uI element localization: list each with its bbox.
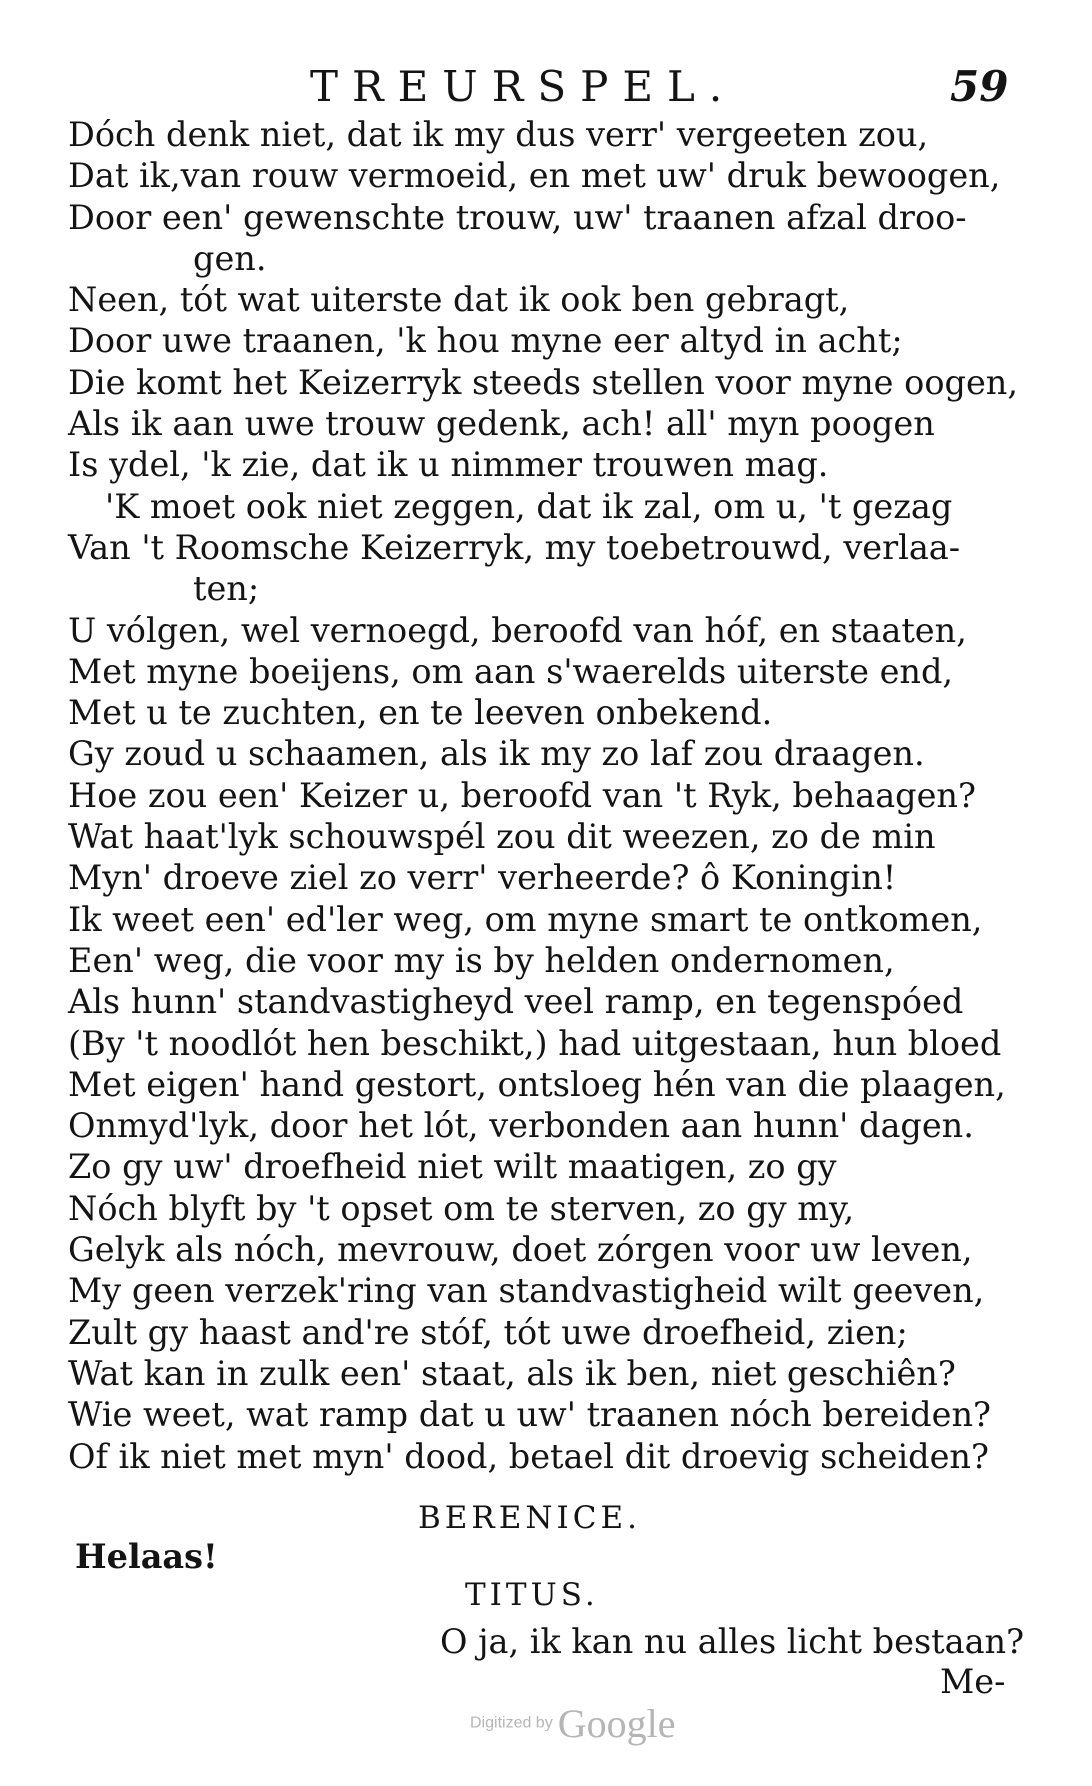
verse-line: Gelyk als nóch, mevrouw, doet zórgen voor uw leven, [68, 1230, 973, 1270]
verse-line: Gy zoud u schaamen, als ik my zo laf zou draagen. [68, 734, 925, 774]
verse-line: Hoe zou een' Keizer u, beroofd van 't Ryk, behaagen? [68, 775, 976, 815]
verse-line: Dóch denk niet, dat ik my dus verr' vergeeten zou, [68, 115, 929, 154]
verse-line: Als ik aan uwe trouw gedenk, ach! all' myn poogen [68, 404, 935, 444]
verse-line: Nóch blyft by 't opset om te sterven, zo gy my, [68, 1188, 855, 1228]
running-title: TREURSPEL. [310, 62, 737, 111]
verse-line: Die komt het Keizerryk steeds stellen voor myne oogen, [68, 362, 1018, 402]
verse-line: My geen verzek'ring van standvastigheid wilt geeven, [68, 1271, 985, 1311]
verse-line: Een' weg, die voor my is by helden ondernomen, [68, 940, 895, 980]
page-header [310, 62, 1010, 112]
verse-line: Zult gy haast and're stóf, tót uwe droefheid, zien; [68, 1312, 908, 1352]
verse-line: Myn' droeve ziel zo verr' verheerde? ô Koningin! [68, 858, 897, 898]
verse-line: Neen, tót wat uiterste dat ik ook ben gebragt, [68, 280, 850, 320]
verse-line: Met u te zuchten, en te leeven onbekend. [68, 693, 773, 733]
verse-line: Door een' gewenschte trouw, uw' traanen afzal droo- [68, 197, 967, 237]
verse-line: 'K moet ook niet zeggen, dat ik zal, om u, 't gezag [105, 486, 953, 526]
verse-line: Met myne boeijens, om aan s'waerelds uiterste end, [68, 651, 954, 691]
verse-line: Met eigen' hand gestort, ontsloeg hén van die plaagen, [68, 1064, 1006, 1104]
verse-line: U vólgen, wel vernoegd, beroofd van hóf, en staaten, [68, 610, 967, 650]
digitized-watermark [470, 1700, 676, 1747]
verse-line: Dat ik,van rouw vermoeid, en met uw' druk bewoogen, [68, 156, 1001, 196]
verse-line: Onmyd'lyk, door het lót, verbonden aan hunn' dagen. [68, 1106, 974, 1146]
verse-line: Van 't Roomsche Keizerryk, my toebetrouwd, verlaa- [68, 527, 961, 567]
speaker-titus: TITUS. [465, 1577, 599, 1613]
speaker-berenice: BERENICE. [418, 1500, 641, 1536]
verse-block [68, 114, 1028, 1477]
verse-line: Als hunn' standvastigheyd veel ramp, en tegenspóed [68, 982, 964, 1022]
verse-line: Ik weet een' ed'ler weg, om myne smart te ontkomen, [68, 899, 983, 939]
google-logo: Google [557, 1701, 676, 1746]
verse-line: Wat haat'lyk schouwspél zou dit weezen, zo de min [68, 817, 936, 857]
page-number: 59 [950, 62, 1009, 111]
speech-titus: O ja, ik kan nu alles licht bestaan? [440, 1622, 1025, 1661]
verse-line-continuation: gen. [193, 238, 267, 278]
verse-line: Wie weet, wat ramp dat u uw' traanen nóch bereiden? [68, 1395, 991, 1435]
verse-line: Is ydel, 'k zie, dat ik u nimmer trouwen mag. [68, 445, 829, 485]
watermark-prefix: Digitized by [470, 1714, 553, 1732]
verse-line: Wat kan in zulk een' staat, als ik ben, niet geschiên? [68, 1353, 956, 1393]
catchword: Me- [940, 1662, 1006, 1701]
speech-berenice: Helaas! [75, 1537, 218, 1576]
verse-line: Of ik niet met myn' dood, betael dit droevig scheiden? [68, 1436, 989, 1476]
verse-line: Zo gy uw' droefheid niet wilt maatigen, zo gy [68, 1147, 837, 1187]
verse-line-continuation: ten; [193, 569, 260, 609]
verse-line: (By 't noodlót hen beschikt,) had uitgestaan, hun bloed [68, 1023, 1002, 1063]
verse-line: Door uwe traanen, 'k hou myne eer altyd in acht; [68, 321, 903, 361]
